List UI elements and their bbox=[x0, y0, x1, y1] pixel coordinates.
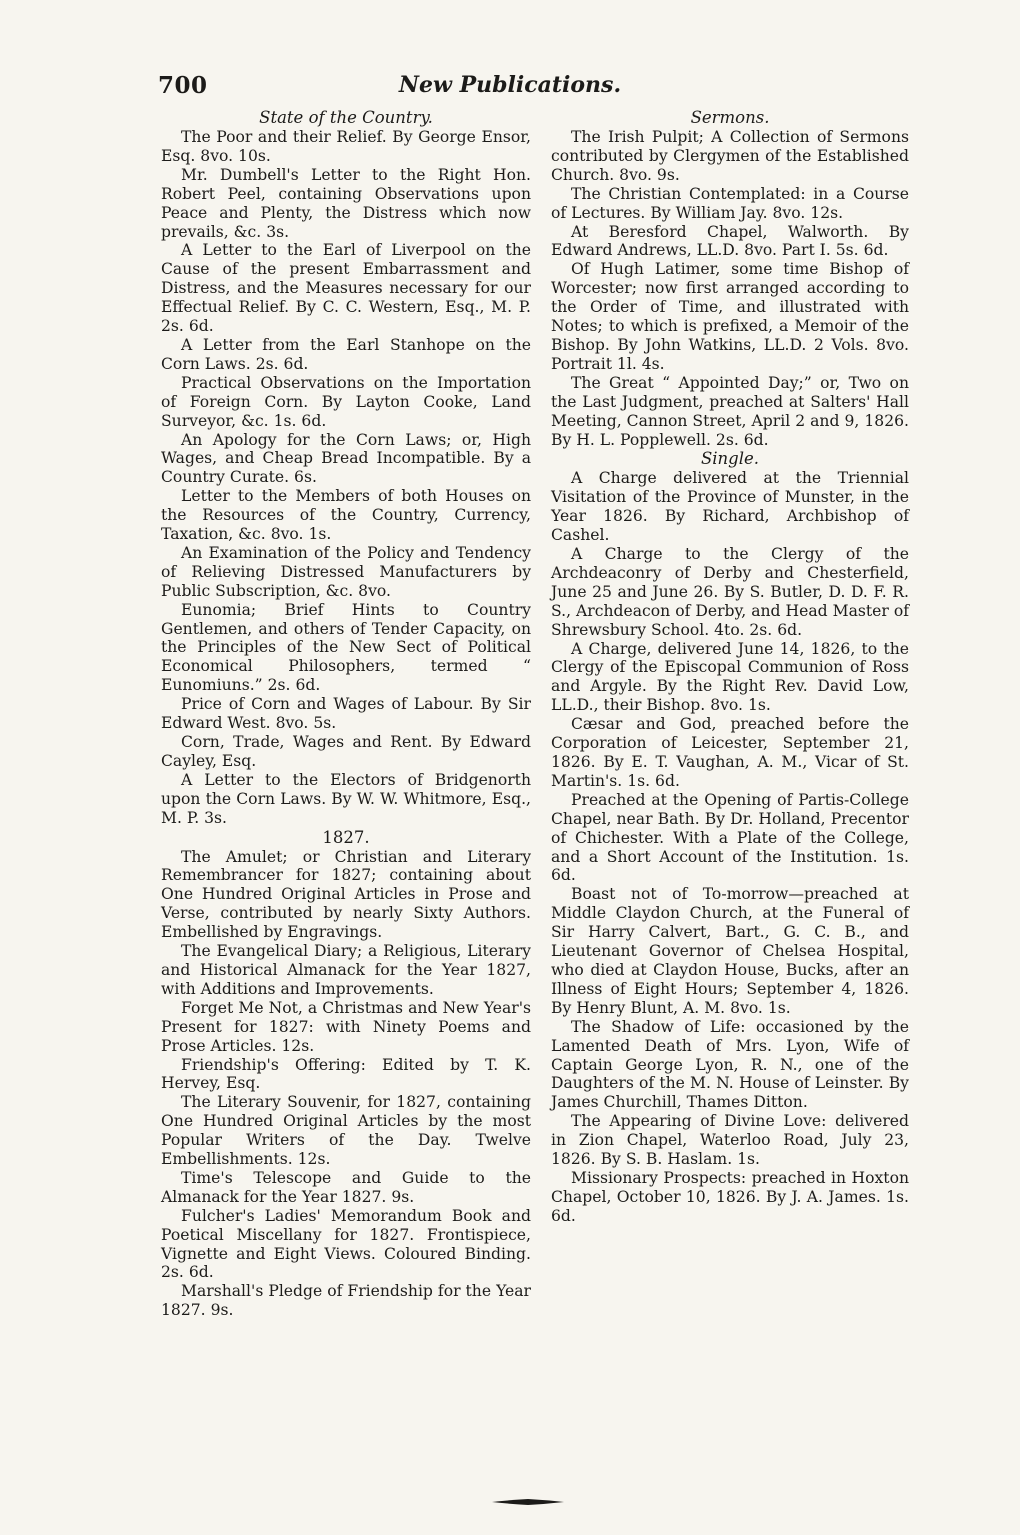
publication-entry: Preached at the Opening of Partis-College Chapel, near Bath. By Dr. Holland, Precentor of Chichester. With a Plate of the College, and a Short Account of the Institution. 1s. 6d. bbox=[551, 790, 909, 885]
end-ornament bbox=[492, 1499, 564, 1505]
publication-entry: The Amulet; or Christian and Literary Remembrancer for 1827; containing about One Hundred Original Articles in Prose and Verse, contributed by nearly Sixty Authors. Embellished by Engravings. bbox=[161, 847, 531, 942]
publication-entry: The Literary Souvenir, for 1827, containing One Hundred Original Articles by the most Popular Writers of the Day. Twelve Embellishments. 12s. bbox=[161, 1093, 531, 1169]
publication-entry: The Appearing of Divine Love: delivered in Zion Chapel, Waterloo Road, July 23, 1826. By S. B. Haslam. 1s. bbox=[551, 1112, 909, 1169]
running-title: New Publications. bbox=[398, 72, 622, 98]
publication-entry: A Letter from the Earl Stanhope on the Corn Laws. 2s. 6d. bbox=[161, 335, 531, 373]
publication-entry: Missionary Prospects: preached in Hoxton Chapel, October 10, 1826. By J. A. James. 1s. 6d. bbox=[551, 1168, 909, 1225]
left-column bbox=[161, 108, 531, 1320]
entries-single bbox=[551, 469, 909, 1225]
section-title-sermons: Sermons. bbox=[690, 108, 770, 127]
publication-entry: A Letter to the Earl of Liverpool on the Cause of the present Embarrassment and Distress, and the Measures necessary for our Effectual Relief. By C. C. Western, Esq., M. P. 2s. 6d. bbox=[161, 241, 531, 336]
entries-sermons bbox=[551, 128, 909, 449]
publication-entry: A Charge delivered at the Triennial Visitation of the Province of Munster, in the Year 1826. By Richard, Archbishop of Cashel. bbox=[551, 469, 909, 545]
publication-entry: Forget Me Not, a Christmas and New Year's Present for 1827: with Ninety Poems and Prose Articles. 12s. bbox=[161, 998, 531, 1055]
publication-entry: Cæsar and God, preached before the Corporation of Leicester, September 21, 1826. By E. T. Vaughan, A. M., Vicar of St. Martin's. 1s. 6d. bbox=[551, 715, 909, 790]
right-column bbox=[551, 108, 909, 1226]
publication-entry: Fulcher's Ladies' Memorandum Book and Poetical Miscellany for 1827. Frontispiece, Vignette and Eight Views. Coloured Binding. 2s. 6d. bbox=[161, 1206, 531, 1282]
publication-entry: Practical Observations on the Importation of Foreign Corn. By Layton Cooke, Land Surveyor, &c. 1s. 6d. bbox=[161, 373, 531, 430]
publication-entry: Time's Telescope and Guide to the Almanack for the Year 1827. 9s. bbox=[161, 1168, 531, 1206]
entries-state bbox=[161, 128, 531, 828]
entries-1827 bbox=[161, 848, 531, 1321]
publication-entry: A Letter to the Electors of Bridgenorth upon the Corn Laws. By W. W. Whitmore, Esq., M. P. 3s. bbox=[161, 770, 531, 827]
publication-entry: Of Hugh Latimer, some time Bishop of Worcester; now first arranged according to the Order of Time, and illustrated with Notes; to which is prefixed, a Memoir of the Bishop. By John Watkins, LL.D. 2 Vols. 8vo. Portrait 1l. 4s. bbox=[551, 260, 909, 373]
publication-entry: The Shadow of Life: occasioned by the Lamented Death of Mrs. Lyon, Wife of Captain George Lyon, R. N., one of the Daughters of the M. N. House of Leinster. By James Churchill, Thames Ditton. bbox=[551, 1017, 909, 1112]
publication-entry: At Beresford Chapel, Walworth. By Edward Andrews, LL.D. 8vo. Part I. 5s. 6d. bbox=[551, 222, 909, 260]
publication-entry: The Evangelical Diary; a Religious, Literary and Historical Almanack for the Year 1827, with Additions and Improvements. bbox=[161, 942, 531, 998]
publication-entry: Friendship's Offering: Edited by T. K. Hervey, Esq. bbox=[161, 1055, 531, 1093]
publication-entry: Corn, Trade, Wages and Rent. By Edward Cayley, Esq. bbox=[161, 733, 531, 770]
publication-entry: The Poor and their Relief. By George Ensor, Esq. 8vo. 10s. bbox=[161, 128, 531, 165]
publication-entry: Letter to the Members of both Houses on the Resources of the Country, Currency, Taxation, &c. 8vo. 1s. bbox=[161, 487, 531, 544]
publication-entry: An Examination of the Policy and Tendency of Relieving Distressed Manufacturers by Public Subscription, &c. 8vo. bbox=[161, 543, 531, 600]
publication-entry: An Apology for the Corn Laws; or, High Wages, and Cheap Bread Incompatible. By a Country Curate. 6s. bbox=[161, 430, 531, 487]
page-number: 700 bbox=[158, 72, 208, 99]
section-title-single: Single. bbox=[700, 449, 760, 469]
publication-entry: Eunomia; Brief Hints to Country Gentlemen, and others of Tender Capacity, on the Principles of the New Sect of Political Economical Philosophers, termed “ Eunomiuns.” 2s. 6d. bbox=[161, 600, 531, 695]
publication-entry: The Christian Contemplated: in a Course of Lectures. By William Jay. 8vo. 12s. bbox=[551, 184, 909, 222]
section-title-state: State of the Country. bbox=[259, 108, 433, 127]
section-title-1827: 1827. bbox=[322, 827, 370, 847]
publication-entry: The Great “ Appointed Day;” or, Two on the Last Judgment, preached at Salters' Hall Meeting, Cannon Street, April 2 and 9, 1826. By H. L. Popplewell. 2s. 6d. bbox=[551, 373, 909, 449]
publication-entry: Boast not of To-morrow—preached at Middle Claydon Church, at the Funeral of Sir Harry Calvert, Bart., G. C. B., and Lieutenant Governor of Chelsea Hospital, who died at Claydon House, Bucks, after an Illness of Eight Hours; September 4, 1826. By Henry Blunt, A. M. 8vo. 1s. bbox=[551, 885, 909, 1017]
publication-entry: A Charge, delivered June 14, 1826, to the Clergy of the Episcopal Communion of Ross and Argyle. By the Right Rev. David Low, LL.D., their Bishop. 8vo. 1s. bbox=[551, 639, 909, 715]
publication-entry: Price of Corn and Wages of Labour. By Sir Edward West. 8vo. 5s. bbox=[161, 695, 531, 733]
publication-entry: The Irish Pulpit; A Collection of Sermons contributed by Clergymen of the Established Church. 8vo. 9s. bbox=[551, 128, 909, 184]
publication-entry: A Charge to the Clergy of the Archdeaconry of Derby and Chesterfield, June 25 and June 26. By S. Butler, D. D. F. R. S., Archdeacon of Derby, and Head Master of Shrewsbury School. 4to. 2s. 6d. bbox=[551, 545, 909, 639]
publication-entry: Marshall's Pledge of Friendship for the Year 1827. 9s. bbox=[161, 1282, 531, 1320]
publication-entry: Mr. Dumbell's Letter to the Right Hon. Robert Peel, containing Observations upon Peace and Plenty, the Distress which now prevails, &c. 3s. bbox=[161, 165, 531, 241]
